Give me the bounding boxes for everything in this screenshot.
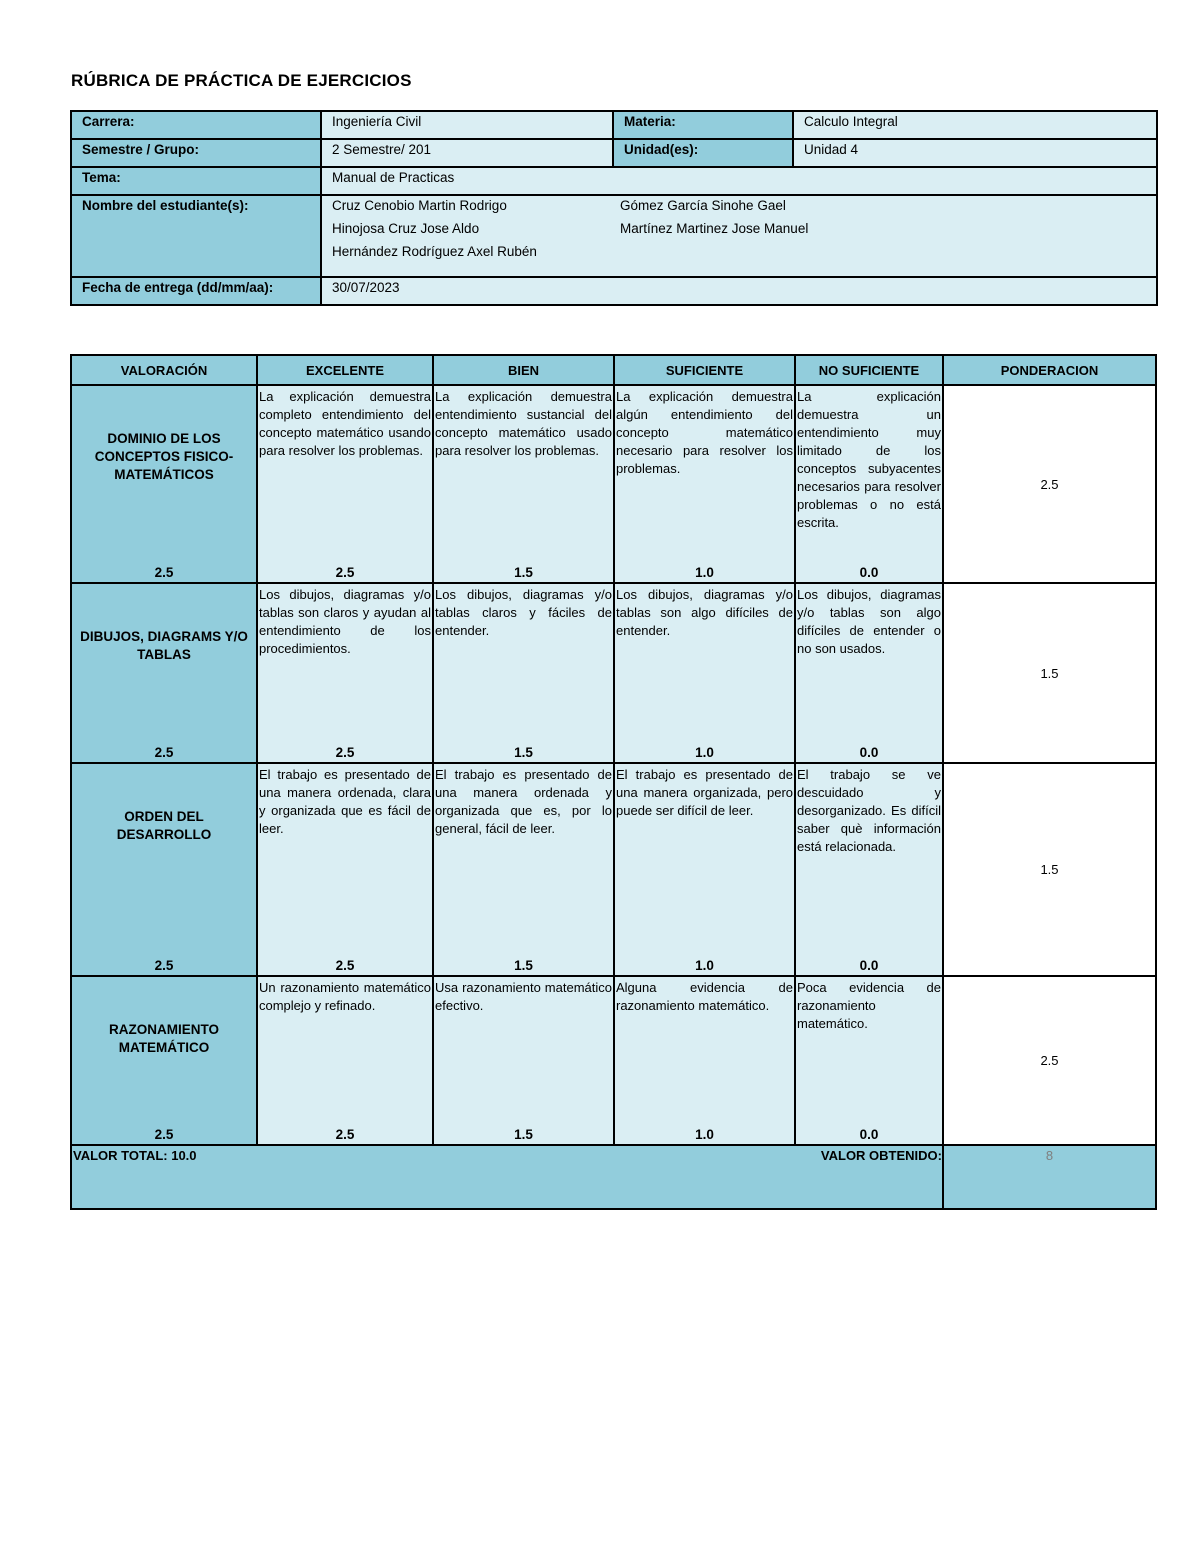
score-value: 0.0 [859,565,879,580]
tema-label: Tema: [71,167,321,195]
description-text: El trabajo es presentado de una manera ordenada y organizada que es, por lo general, fácil de leer. [435,767,612,836]
description-text: Los dibujos, diagramas y/o tablas son algo difíciles de entender o no son usados. [797,587,941,656]
total-label: VALOR TOTAL: 10.0 [73,1148,197,1163]
criterion-cell [71,976,257,1145]
ponderacion-value: 1.5 [943,583,1156,763]
totals-cell [71,1145,943,1209]
score-value: 2.5 [335,565,355,580]
obtained-label: VALOR OBTENIDO: [820,1148,942,1163]
criterion-score: 2.5 [154,1127,174,1142]
fecha-value: 30/07/2023 [321,277,1157,305]
excelente-cell [257,976,433,1145]
bien-cell [433,976,614,1145]
student-name: Gómez García Sinohe Gael [620,198,786,213]
description-text: El trabajo se ve descuidado y desorganizado. Es difícil saber què información está relacionada. [797,767,941,854]
carrera-label: Carrera: [71,111,321,139]
page-title: RÚBRICA DE PRÁCTICA DE EJERCICIOS [71,71,412,90]
criterion-score: 2.5 [154,745,174,760]
criterion-score: 2.5 [154,565,174,580]
materia-value: Calculo Integral [793,111,1157,139]
description-text: La explicación demuestra entendimiento sustancial del concepto matemático usado para resolver los problemas. [435,389,612,458]
semestre-value: 2 Semestre/ 201 [321,139,613,167]
criterion-cell [71,385,257,583]
carrera-value: Ingeniería Civil [321,111,613,139]
description-text: Usa razonamiento matemático efectivo. [435,980,612,1013]
excelente-cell [257,583,433,763]
header-ponderacion: PONDERACION [943,355,1156,385]
excelente-cell [257,763,433,976]
header-suficiente: SUFICIENTE [614,355,795,385]
description-text: Poca evidencia de razonamiento matemático. [797,980,941,1031]
criterion-cell [71,763,257,976]
criterion-label: RAZONAMIENTO MATEMÁTICO [109,1022,219,1055]
bien-cell [433,385,614,583]
header-valoracion: VALORACIÓN [71,355,257,385]
description-text: Alguna evidencia de razonamiento matemático. [616,980,793,1013]
rubric-header-row [71,355,1156,385]
criterion-label: DOMINIO DE LOS CONCEPTOS FISICO-MATEMÁTICOS [94,431,234,482]
info-table [70,110,1158,306]
bien-cell [433,583,614,763]
description-text: El trabajo es presentado de una manera organizada, pero puede ser difícil de leer. [616,767,793,818]
score-value: 2.5 [335,958,355,973]
excelente-cell [257,385,433,583]
student-name: Martínez Martinez Jose Manuel [620,221,809,236]
students-cell [321,195,1157,277]
description-text: Un razonamiento matemático complejo y refinado. [259,980,431,1013]
criterion-label: ORDEN DEL DESARROLLO [116,809,212,842]
header-no-suficiente: NO SUFICIENTE [795,355,943,385]
table-row [71,976,1156,1145]
rubric-table [70,354,1157,1210]
description-text: El trabajo es presentado de una manera ordenada, clara y organizada que es fácil de leer. [259,767,431,836]
header-excelente: EXCELENTE [257,355,433,385]
materia-label: Materia: [613,111,793,139]
no-suficiente-cell [795,583,943,763]
table-row [71,385,1156,583]
description-text: Los dibujos, diagramas y/o tablas son claros y ayudan al entendimiento de los procedimientos. [259,587,431,656]
no-suficiente-cell [795,763,943,976]
bien-cell [433,763,614,976]
table-row [71,763,1156,976]
score-value: 1.0 [695,745,714,760]
student-name: Hinojosa Cruz Jose Aldo [332,221,480,236]
no-suficiente-cell [795,976,943,1145]
obtained-value: 8 [943,1145,1156,1209]
score-value: 1.0 [695,1127,714,1142]
score-value: 0.0 [859,745,879,760]
ponderacion-value: 1.5 [943,763,1156,976]
unidad-label: Unidad(es): [613,139,793,167]
description-text: La explicación demuestra algún entendimiento del concepto matemático necesario para resolver los problemas. [616,389,793,476]
totals-row [71,1145,1156,1209]
score-value: 1.5 [514,745,533,760]
score-value: 1.5 [514,958,533,973]
ponderacion-value: 2.5 [943,976,1156,1145]
score-value: 1.0 [695,565,714,580]
description-text: Los dibujos, diagramas y/o tablas claros y fáciles de entender. [435,587,612,638]
score-value: 1.5 [514,565,533,580]
score-value: 0.0 [859,1127,879,1142]
suficiente-cell [614,385,795,583]
no-suficiente-cell [795,385,943,583]
suficiente-cell [614,763,795,976]
criterion-cell [71,583,257,763]
header-bien: BIEN [433,355,614,385]
semestre-label: Semestre / Grupo: [71,139,321,167]
criterion-score: 2.5 [154,958,174,973]
description-text: La explicación demuestra completo entendimiento del concepto matemático usando para resolver los problemas. [259,389,431,458]
table-row [71,583,1156,763]
suficiente-cell [614,976,795,1145]
student-name: Hernández Rodríguez Axel Rubén [332,244,537,259]
description-text: Los dibujos, diagramas y/o tablas son algo difíciles de entender. [616,587,793,638]
fecha-label: Fecha de entrega (dd/mm/aa): [71,277,321,305]
tema-value: Manual de Practicas [321,167,1157,195]
score-value: 1.0 [695,958,714,973]
score-value: 0.0 [859,958,879,973]
suficiente-cell [614,583,795,763]
criterion-label: DIBUJOS, DIAGRAMS Y/O TABLAS [80,629,248,662]
score-value: 2.5 [335,1127,355,1142]
nombre-label: Nombre del estudiante(s): [71,195,321,277]
score-value: 2.5 [335,745,355,760]
score-value: 1.5 [514,1127,533,1142]
ponderacion-value: 2.5 [943,385,1156,583]
unidad-value: Unidad 4 [793,139,1157,167]
student-name: Cruz Cenobio Martin Rodrigo [332,198,507,213]
description-text: La explicación demuestra un entendimiento muy limitado de los conceptos subyacentes necesarios para resolver problemas o no está escrita. [797,389,941,530]
